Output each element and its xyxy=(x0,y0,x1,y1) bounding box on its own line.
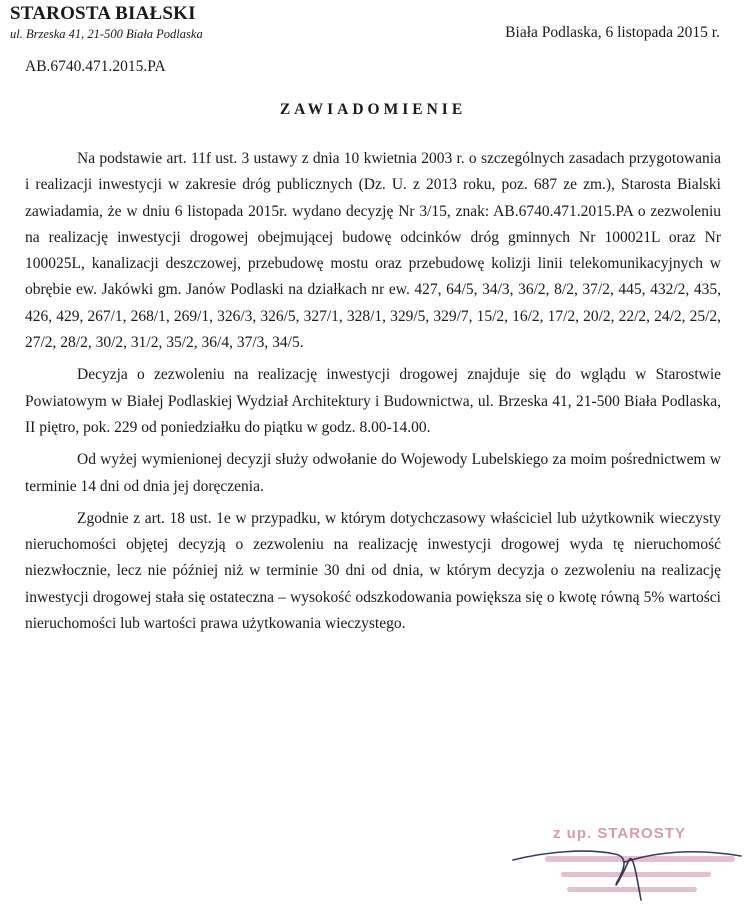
stamp-heading: z up. STAROSTY xyxy=(553,825,686,842)
official-stamp xyxy=(505,812,746,908)
paragraph-inspection: Decyzja o zezwoleniu na realizację inwestycji drogowej znajduje się do wglądu w Starostwie Powiatowym w Białej Podlaskiej Wydział Architektury i Budownictwa, ul. Brzeska 41, 21-500 Biała Podlaska, II piętro, pok. 229 od poniedziałku do piątku w godz. 8.00-14.00. xyxy=(25,366,721,436)
authority-address: ul. Brzeska 41, 21-500 Biała Podlaska xyxy=(10,27,203,41)
case-reference: AB.6740.471.2015.PA xyxy=(25,58,166,75)
paragraph-appeal: Od wyżej wymienionej decyzji służy odwołanie do Wojewody Lubelskiego za moim pośrednictwem w terminie 14 dni od dnia jej doręczenia. xyxy=(25,451,721,495)
authority-name: STAROSTA BIAŁSKI xyxy=(10,3,196,24)
document-title: ZAWIADOMIENIE xyxy=(279,101,467,118)
paragraph-legal-basis: Na podstawie art. 11f ust. 3 ustawy z dnia 10 kwietnia 2003 r. o szczególnych zasadach przygotowania i realizacji inwestycji w zakresie dróg publicznych (Dz. U. z 2013 roku, poz. 687 ze zm.), Starosta Bialski zawiadamia, że w dniu 6 listopada 2015r. wydano decyzję Nr 3/15, znak: AB.6740.471.2015.PA o zezwoleniu na realizację inwestycji drogowej obejmującej budowę odcinków dróg gminnych Nr 100021L oraz Nr 100025L, kanalizacji deszczowej, przebudowę mostu oraz przebudowę kolizji linii telekomunikacyjnych w obrębie ew. Jakówki gm. Janów Podlaski na działkach nr ew. 427, 64/5, 34/3, 36/2, 8/2, 37/2, 445, 432/2, 435, 426, 429, 267/1, 268/1, 269/1, 326/3, 326/5, 327/1, 328/1, 329/5, 329/7, 15/2, 16/2, 17/2, 20/2, 22/2, 24/2, 25/2, 27/2, 28/2, 30/2, 31/2, 35/2, 36/4, 37/3, 34/5. xyxy=(25,150,721,352)
stamp-lettering xyxy=(545,856,735,892)
letterhead xyxy=(10,3,203,42)
document-body xyxy=(25,146,721,643)
place-date: Biała Podlaska, 6 listopada 2015 r. xyxy=(505,24,720,41)
paragraph-compensation: Zgodnie z art. 18 ust. 1e w przypadku, w którym dotychczasowy właściciel lub użytkownik wieczysty nieruchomości objętej decyzją o zezwoleniu na realizację inwestycji drogowej wyda tę nieruchomość niezwłocznie, lecz nie później niż w terminie 30 dni od dnia, w którym decyzja o zezwoleniu na realizację inwestycji drogowej stała się ostateczna – wysokość odszkodowania powiększa się o kwotę równą 5% wartości nieruchomości lub wartości prawa użytkowania wieczystego. xyxy=(25,509,721,633)
